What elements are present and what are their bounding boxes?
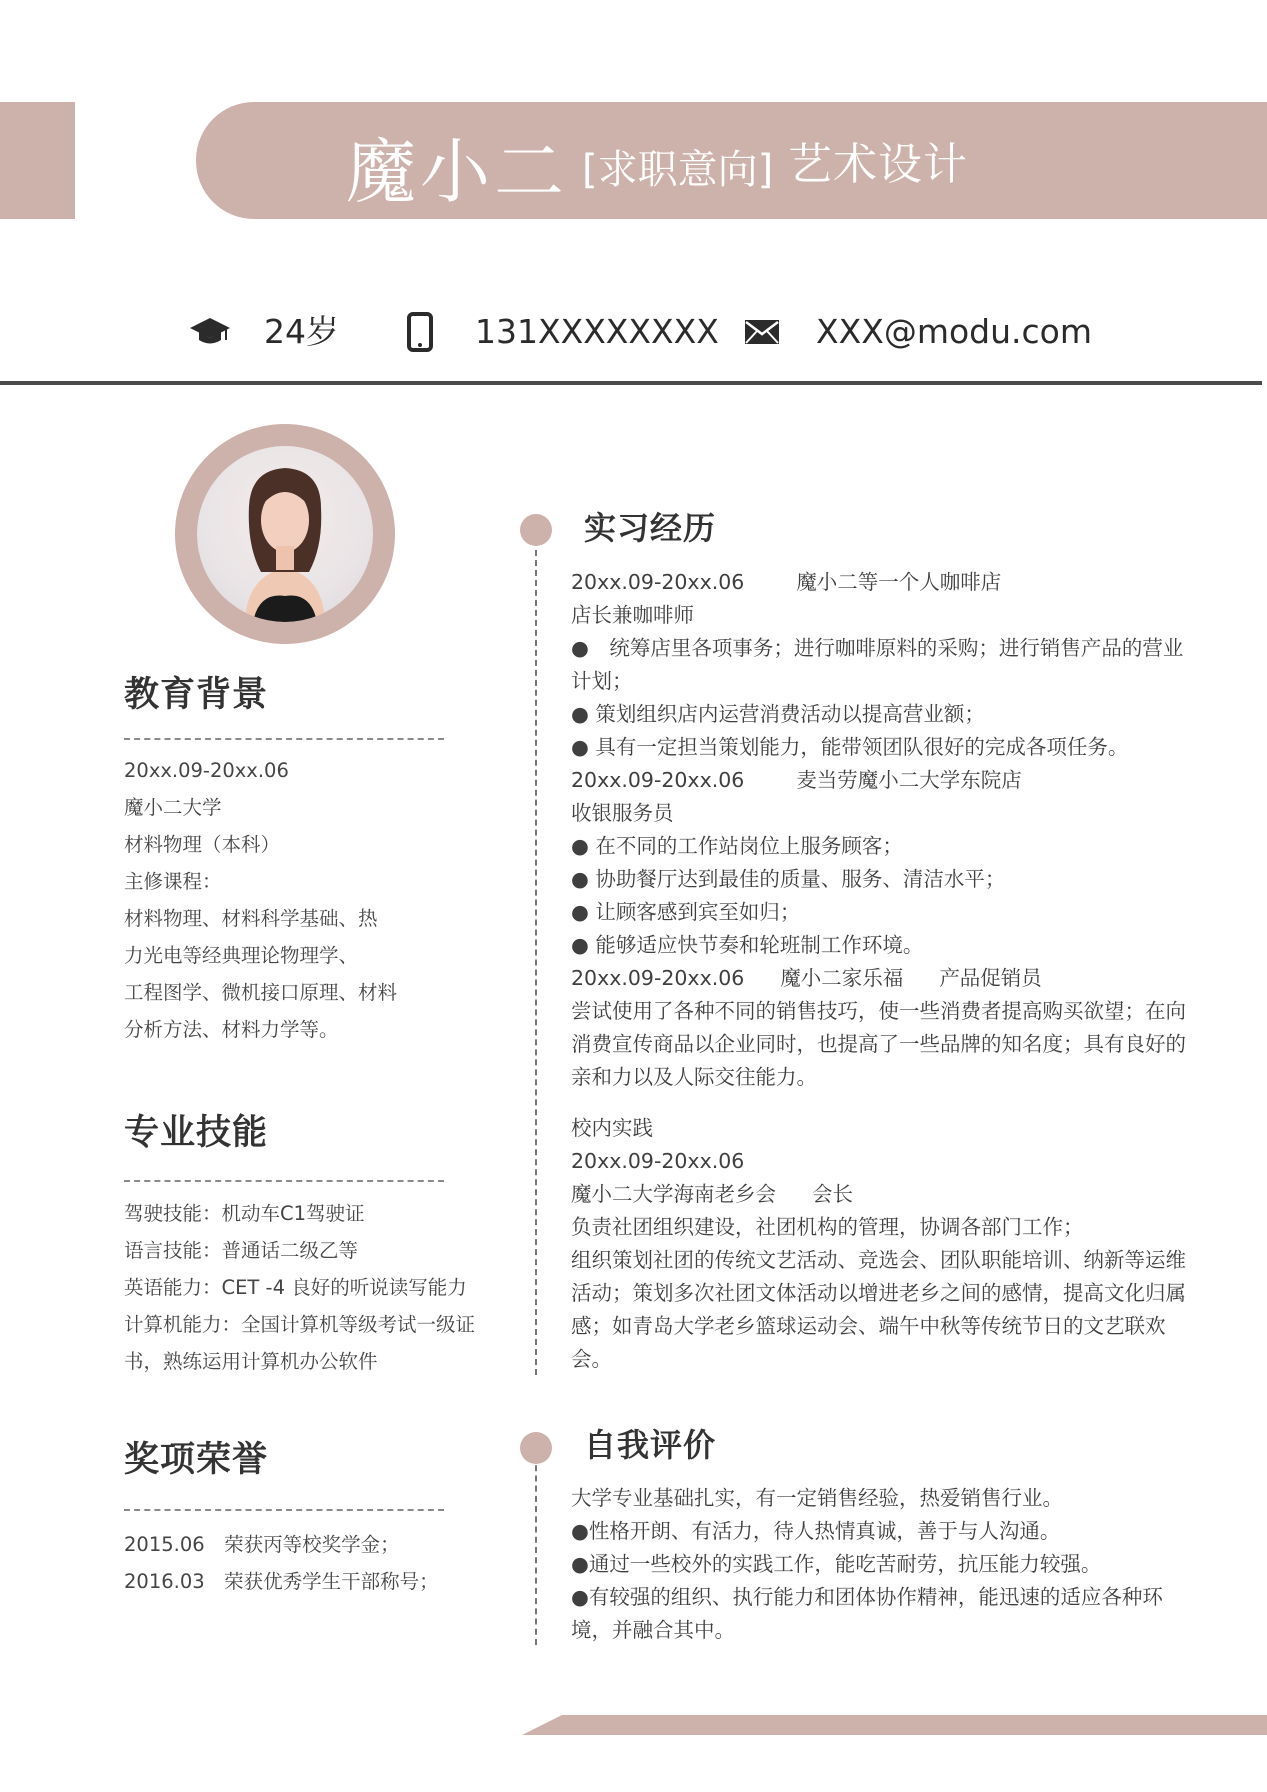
campus-role: 会长 xyxy=(812,1182,853,1206)
skill-line: 英语能力：CET -4 良好的听说读写能力 xyxy=(124,1276,467,1299)
age-text: 24岁 xyxy=(264,312,339,351)
header-left-block xyxy=(0,102,75,219)
envelope-icon xyxy=(740,310,784,354)
header-band xyxy=(196,102,1267,219)
education-line: 主修课程： xyxy=(124,870,222,893)
awards-title: 奖项荣誉 xyxy=(124,1440,269,1480)
job2-bullet: ● 让顾客感到宾至如归； xyxy=(571,900,801,924)
footer-band xyxy=(522,1715,1267,1735)
education-line: 魔小二大学 xyxy=(124,796,222,819)
job-intent-label: [求职意向] xyxy=(582,147,774,193)
education-line: 材料物理（本科） xyxy=(124,833,281,856)
job2-period: 20xx.09-20xx.06 xyxy=(571,768,745,792)
education-line: 工程图学、微机接口原理、材料 xyxy=(124,981,398,1004)
job2-bullet: ● 在不同的工作站岗位上服务顾客； xyxy=(571,834,903,858)
self-eval-line: ●有较强的组织、执行能力和团体协作精神，能迅速的适应各种环境，并融合其中。 xyxy=(571,1585,1163,1642)
internship-title: 实习经历 xyxy=(584,509,717,547)
education-line: 20xx.09-20xx.06 xyxy=(124,759,289,782)
job3-desc: 尝试使用了各种不同的销售技巧，使一些消费者提高购买欲望；在向消费宣传商品以企业同时，也提高了一些品牌的知名度；具有良好的亲和力以及人际交往能力。 xyxy=(571,999,1186,1089)
avatar xyxy=(197,446,373,622)
skills-details xyxy=(124,1195,475,1380)
email-text: XXX@modu.com xyxy=(816,312,1092,351)
job2-company: 麦当劳魔小二大学东院店 xyxy=(796,768,1022,792)
job1-period: 20xx.09-20xx.06 xyxy=(571,570,745,594)
self-eval-line: ●性格开朗、有活力，待人热情真诚，善于与人沟通。 xyxy=(571,1519,1061,1543)
graduation-cap-icon xyxy=(188,310,232,354)
award-line: 2016.03 荣获优秀学生干部称号； xyxy=(124,1570,439,1593)
education-line: 分析方法、材料力学等。 xyxy=(124,1018,339,1041)
skill-line: 语言技能：普通话二级乙等 xyxy=(124,1239,359,1262)
job3-role: 产品促销员 xyxy=(939,966,1042,990)
self-eval-line: ●通过一些校外的实践工作，能吃苦耐劳，抗压能力较强。 xyxy=(571,1552,1102,1576)
job1-bullet: ● 策划组织店内运营消费活动以提高营业额； xyxy=(571,702,985,726)
phone-icon xyxy=(398,310,442,354)
campus-desc: 组织策划社团的传统文艺活动、竞选会、团队职能培训、纳新等运维活动；策划多次社团文体活动以增进老乡之间的感情，提高文化归属感；如青岛大学老乡篮球运动会、端午中秋等传统节日的文艺联欢会。 xyxy=(571,1248,1186,1371)
self-eval-title: 自我评价 xyxy=(584,1426,717,1464)
self-eval-body xyxy=(571,1482,1186,1647)
education-details xyxy=(124,752,397,1048)
candidate-name: 魔小二 xyxy=(346,131,568,213)
skill-line: 书，熟练运用计算机办公软件 xyxy=(124,1350,378,1373)
job2-role: 收银服务员 xyxy=(571,801,674,825)
education-line: 材料物理、材料科学基础、热 xyxy=(124,907,378,930)
job3-period: 20xx.09-20xx.06 xyxy=(571,966,745,990)
job3-company: 魔小二家乐福 xyxy=(780,966,904,990)
timeline-line-self-eval xyxy=(535,1455,537,1645)
skills-title: 专业技能 xyxy=(124,1113,269,1153)
timeline-dot-internship xyxy=(520,514,552,546)
job1-bullet: ● 统筹店里各项事务；进行咖啡原料的采购；进行销售产品的营业计划； xyxy=(571,636,1184,693)
job2-bullet: ● 协助餐厅达到最佳的质量、服务、清洁水平； xyxy=(571,867,1006,891)
campus-period: 20xx.09-20xx.06 xyxy=(571,1149,745,1173)
phone-text: 131XXXXXXXX xyxy=(475,312,719,351)
campus-label: 校内实践 xyxy=(571,1116,653,1140)
education-divider xyxy=(124,738,444,740)
internship-body xyxy=(571,566,1186,1376)
job1-company: 魔小二等一个人咖啡店 xyxy=(796,570,1002,594)
self-eval-line: 大学专业基础扎实，有一定销售经验，热爱销售行业。 xyxy=(571,1486,1063,1510)
timeline-dot-self-eval xyxy=(520,1432,552,1464)
skill-line: 驾驶技能：机动车C1驾驶证 xyxy=(124,1202,365,1225)
education-line: 力光电等经典理论物理学、 xyxy=(124,944,359,967)
skill-line: 计算机能力：全国计算机等级考试一级证 xyxy=(124,1313,476,1336)
job1-bullet: ● 具有一定担当策划能力，能带领团队很好的完成各项任务。 xyxy=(571,735,1129,759)
avatar-frame xyxy=(175,424,395,644)
skills-divider xyxy=(124,1180,444,1182)
job1-role: 店长兼咖啡师 xyxy=(571,603,694,627)
education-title: 教育背景 xyxy=(124,675,269,715)
awards-details xyxy=(124,1526,439,1600)
campus-org: 魔小二大学海南老乡会 xyxy=(571,1182,776,1206)
award-line: 2015.06 荣获丙等校奖学金； xyxy=(124,1533,400,1556)
job2-bullet: ● 能够适应快节奏和轮班制工作环境。 xyxy=(571,933,924,957)
job-title: 艺术设计 xyxy=(788,139,968,190)
contact-row xyxy=(0,300,1267,370)
timeline-line-internship xyxy=(535,530,537,1375)
campus-line: 负责社团组织建设，社团机构的管理，协调各部门工作； xyxy=(571,1215,1084,1239)
header-divider xyxy=(0,381,1262,385)
awards-divider xyxy=(124,1509,444,1511)
